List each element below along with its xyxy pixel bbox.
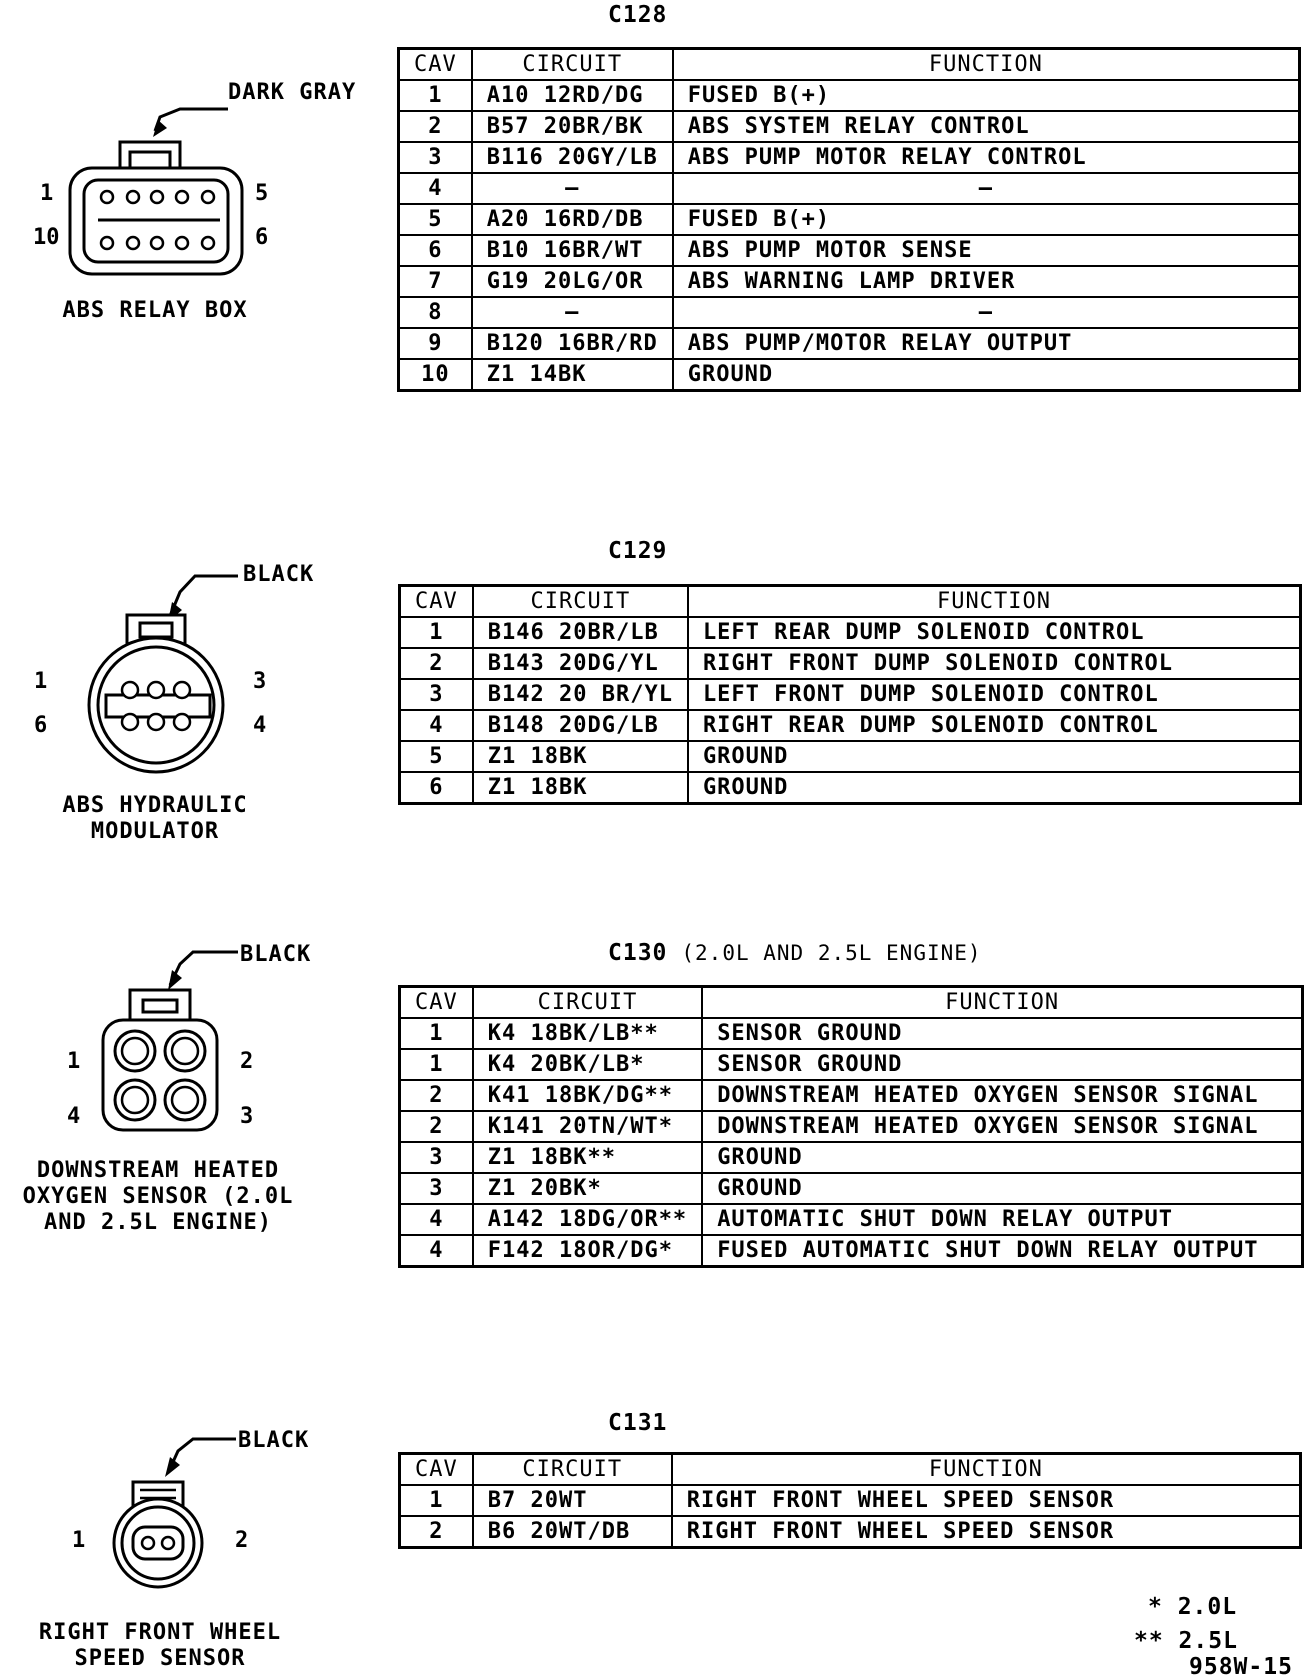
c131-color-label: BLACK [238, 1428, 310, 1453]
function-cell: SENSOR GROUND [702, 1018, 1302, 1049]
table-row [400, 1173, 1303, 1204]
circuit-cell: A142 18DG/OR** [473, 1204, 702, 1235]
c131-title: C131 [608, 1410, 668, 1436]
circuit-cell: K41 18BK/DG** [473, 1080, 702, 1111]
function-cell: GROUND [688, 772, 1301, 804]
table-row [400, 617, 1301, 648]
c129-connector-name: ABS HYDRAULIC MODULATOR [62, 793, 248, 844]
header-function: FUNCTION [702, 987, 1302, 1019]
c131-pin-label-1: 1 [72, 1528, 86, 1553]
table-row [399, 111, 1300, 142]
c129-pin-label-6: 6 [34, 713, 48, 738]
c130-pin-label-2: 2 [240, 1049, 254, 1074]
c128-connector-name: ABS RELAY BOX [62, 298, 248, 323]
c129-pin-label-3: 3 [253, 669, 267, 694]
table-header-row [399, 49, 1300, 81]
table-row [400, 710, 1301, 741]
circuit-cell: B146 20BR/LB [473, 617, 688, 648]
cav-cell: 1 [400, 617, 473, 648]
c130-pin-label-3: 3 [240, 1104, 254, 1129]
table-row [400, 1142, 1303, 1173]
function-cell: FUSED B(+) [673, 204, 1300, 235]
function-cell: GROUND [673, 359, 1300, 391]
circuit-cell: K4 18BK/LB** [473, 1018, 702, 1049]
c130-title: C130 (2.0L AND 2.5L ENGINE) [608, 940, 982, 966]
table-row [400, 741, 1301, 772]
function-cell: ABS SYSTEM RELAY CONTROL [673, 111, 1300, 142]
c128-pinout-table [397, 47, 1301, 392]
cav-cell: 3 [400, 1142, 473, 1173]
header-circuit: CIRCUIT [472, 49, 673, 81]
function-cell: RIGHT FRONT WHEEL SPEED SENSOR [672, 1485, 1301, 1516]
c128-pin-label-10: 10 [33, 225, 60, 250]
circuit-cell: B10 16BR/WT [472, 235, 673, 266]
table-row [399, 235, 1300, 266]
function-cell: LEFT REAR DUMP SOLENOID CONTROL [688, 617, 1301, 648]
circuit-cell: B120 16BR/RD [472, 328, 673, 359]
cav-cell: 5 [399, 204, 472, 235]
header-circuit: CIRCUIT [473, 987, 702, 1019]
cav-cell: 3 [400, 679, 473, 710]
table-row [400, 772, 1301, 804]
cav-cell: 7 [399, 266, 472, 297]
circuit-cell: B6 20WT/DB [473, 1516, 672, 1548]
cav-cell: 4 [400, 1204, 473, 1235]
circuit-cell: Z1 14BK [472, 359, 673, 391]
cav-cell: 2 [400, 1080, 473, 1111]
cav-cell: 4 [399, 173, 472, 204]
header-cav: CAV [399, 49, 472, 81]
cav-cell: 4 [400, 1235, 473, 1267]
function-cell: SENSOR GROUND [702, 1049, 1302, 1080]
c130-pin-label-1: 1 [67, 1049, 81, 1074]
header-cav: CAV [400, 586, 473, 618]
circuit-cell: K141 20TN/WT* [473, 1111, 702, 1142]
table-row [400, 648, 1301, 679]
c128-pin-label-5: 5 [255, 181, 269, 206]
circuit-cell: B143 20DG/YL [473, 648, 688, 679]
table-row [399, 266, 1300, 297]
function-cell: RIGHT FRONT DUMP SOLENOID CONTROL [688, 648, 1301, 679]
table-row [399, 297, 1300, 328]
table-row [399, 359, 1300, 391]
table-header-row [400, 987, 1303, 1019]
table-row [400, 1485, 1301, 1516]
function-cell: GROUND [702, 1173, 1302, 1204]
circuit-cell: B142 20 BR/YL [473, 679, 688, 710]
cav-cell: 3 [400, 1173, 473, 1204]
c129-title: C129 [608, 538, 668, 564]
header-circuit: CIRCUIT [473, 586, 688, 618]
function-cell: – [673, 297, 1300, 328]
table-row [399, 80, 1300, 111]
c130-connector-name: DOWNSTREAM HEATED OXYGEN SENSOR (2.0L AND 2.5L ENGINE) [22, 1158, 294, 1235]
function-cell: AUTOMATIC SHUT DOWN RELAY OUTPUT [702, 1204, 1302, 1235]
table-row [400, 679, 1301, 710]
table-row [400, 1049, 1303, 1080]
table-header-row [400, 586, 1301, 618]
c129-pin-label-4: 4 [253, 713, 267, 738]
c128-title: C128 [608, 2, 668, 28]
table-row [399, 173, 1300, 204]
cav-cell: 2 [400, 1111, 473, 1142]
cav-cell: 9 [399, 328, 472, 359]
circuit-cell: A10 12RD/DG [472, 80, 673, 111]
c129-pin-label-1: 1 [34, 669, 48, 694]
function-cell: DOWNSTREAM HEATED OXYGEN SENSOR SIGNAL [702, 1111, 1302, 1142]
abs-hydraulic-modulator-connector-icon [60, 560, 260, 770]
circuit-cell: F142 18OR/DG* [473, 1235, 702, 1267]
legend-2-5l: ** 2.5L [1134, 1628, 1238, 1654]
function-cell: DOWNSTREAM HEATED OXYGEN SENSOR SIGNAL [702, 1080, 1302, 1111]
downstream-heated-oxygen-sensor-connector-icon [90, 940, 250, 1140]
cav-cell: 2 [399, 111, 472, 142]
c128-pin-label-1: 1 [40, 181, 54, 206]
table-row [400, 1516, 1301, 1548]
circuit-cell: – [472, 173, 673, 204]
table-row [400, 1204, 1303, 1235]
function-cell: RIGHT REAR DUMP SOLENOID CONTROL [688, 710, 1301, 741]
cav-cell: 1 [400, 1485, 473, 1516]
cav-cell: 10 [399, 359, 472, 391]
header-circuit: CIRCUIT [473, 1454, 672, 1486]
c131-pinout-table [398, 1452, 1302, 1549]
cav-cell: 8 [399, 297, 472, 328]
circuit-cell: G19 20LG/OR [472, 266, 673, 297]
function-cell: GROUND [688, 741, 1301, 772]
header-function: FUNCTION [672, 1454, 1301, 1486]
cav-cell: 4 [400, 710, 473, 741]
function-cell: LEFT FRONT DUMP SOLENOID CONTROL [688, 679, 1301, 710]
table-row [400, 1018, 1303, 1049]
cav-cell: 3 [399, 142, 472, 173]
right-front-wheel-speed-sensor-connector-icon [90, 1425, 250, 1605]
table-row [399, 142, 1300, 173]
header-function: FUNCTION [673, 49, 1300, 81]
circuit-cell: Z1 18BK** [473, 1142, 702, 1173]
function-cell: ABS PUMP MOTOR RELAY CONTROL [673, 142, 1300, 173]
abs-relay-box-connector-icon [60, 100, 260, 280]
circuit-cell: B116 20GY/LB [472, 142, 673, 173]
cav-cell: 2 [400, 1516, 473, 1548]
circuit-cell: Z1 18BK [473, 741, 688, 772]
circuit-cell: Z1 20BK* [473, 1173, 702, 1204]
cav-cell: 1 [400, 1049, 473, 1080]
c129-color-label: BLACK [243, 562, 315, 587]
function-cell: ABS WARNING LAMP DRIVER [673, 266, 1300, 297]
c131-pin-label-2: 2 [235, 1528, 249, 1553]
circuit-cell: K4 20BK/LB* [473, 1049, 702, 1080]
table-row [399, 204, 1300, 235]
c130-pinout-table [398, 985, 1304, 1268]
function-cell: GROUND [702, 1142, 1302, 1173]
c131-connector-name: RIGHT FRONT WHEEL SPEED SENSOR [38, 1620, 282, 1671]
header-cav: CAV [400, 987, 473, 1019]
cav-cell: 5 [400, 741, 473, 772]
cav-cell: 1 [400, 1018, 473, 1049]
c130-subtitle: (2.0L AND 2.5L ENGINE) [681, 941, 982, 965]
c129-pinout-table [398, 584, 1302, 805]
c128-color-label: DARK GRAY [228, 80, 357, 105]
header-function: FUNCTION [688, 586, 1301, 618]
circuit-cell: Z1 18BK [473, 772, 688, 804]
circuit-cell: – [472, 297, 673, 328]
circuit-cell: B148 20DG/LB [473, 710, 688, 741]
table-row [400, 1235, 1303, 1267]
cav-cell: 1 [399, 80, 472, 111]
circuit-cell: A20 16RD/DB [472, 204, 673, 235]
figure-id: 958W-15 [1189, 1654, 1293, 1680]
circuit-cell: B7 20WT [473, 1485, 672, 1516]
table-row [399, 328, 1300, 359]
cav-cell: 2 [400, 648, 473, 679]
table-row [400, 1080, 1303, 1111]
c128-pin-label-6: 6 [255, 225, 269, 250]
function-cell: RIGHT FRONT WHEEL SPEED SENSOR [672, 1516, 1301, 1548]
circuit-cell: B57 20BR/BK [472, 111, 673, 142]
table-header-row [400, 1454, 1301, 1486]
c130-color-label: BLACK [240, 942, 312, 967]
table-row [400, 1111, 1303, 1142]
function-cell: ABS PUMP/MOTOR RELAY OUTPUT [673, 328, 1300, 359]
function-cell: – [673, 173, 1300, 204]
cav-cell: 6 [400, 772, 473, 804]
cav-cell: 6 [399, 235, 472, 266]
c130-pin-label-4: 4 [67, 1104, 81, 1129]
header-cav: CAV [400, 1454, 473, 1486]
function-cell: ABS PUMP MOTOR SENSE [673, 235, 1300, 266]
function-cell: FUSED B(+) [673, 80, 1300, 111]
legend-2-0l: * 2.0L [1148, 1594, 1238, 1620]
function-cell: FUSED AUTOMATIC SHUT DOWN RELAY OUTPUT [702, 1235, 1302, 1267]
